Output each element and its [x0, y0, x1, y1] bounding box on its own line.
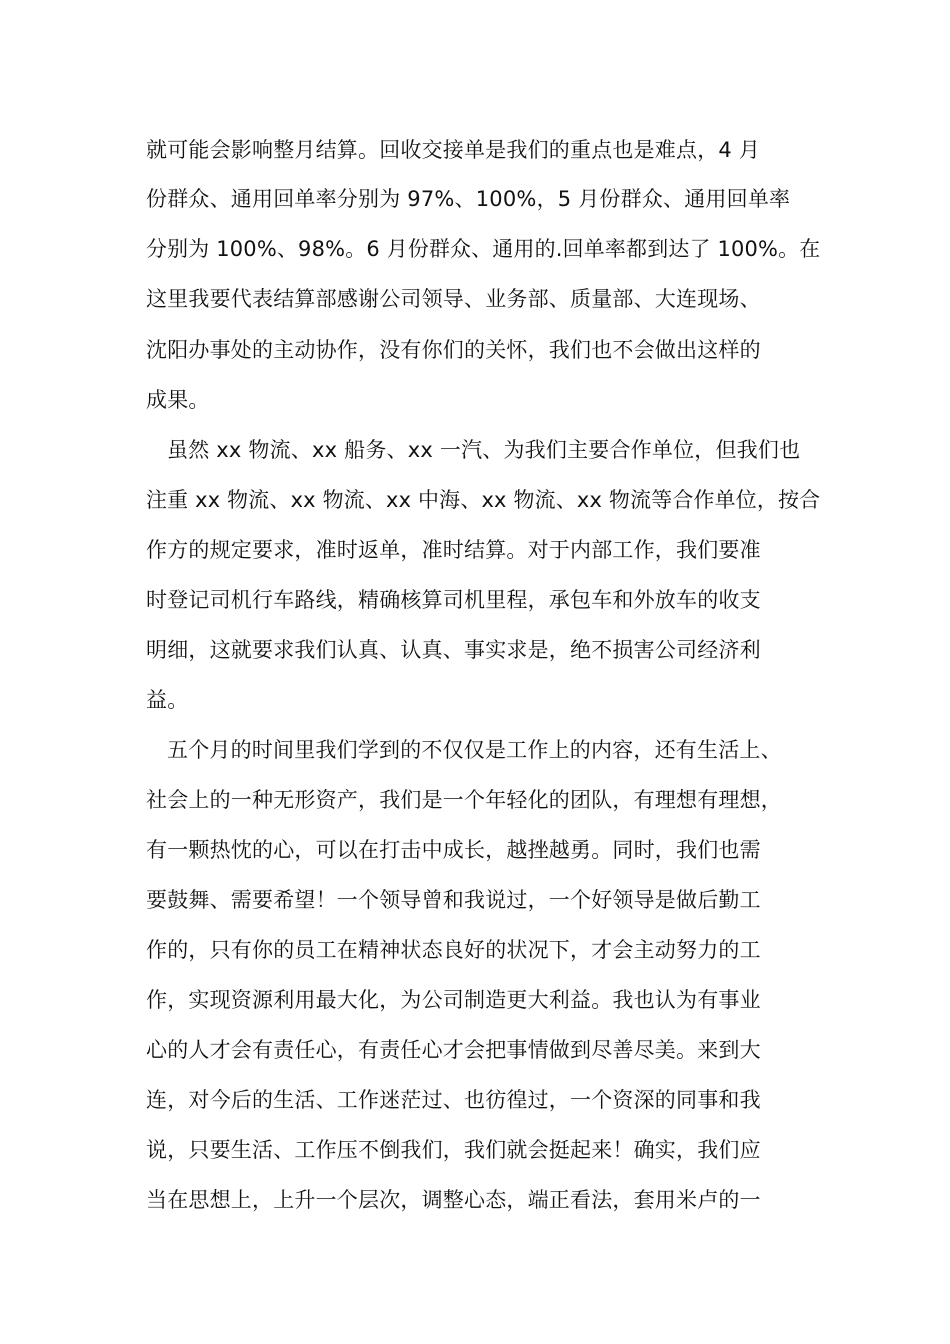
text-line: 份群众、通用回单率分别为 97%、100%，5 月份群众、通用回单率	[146, 187, 791, 211]
text-line: 成果。	[146, 388, 210, 412]
text-line: 五个月的时间里我们学到的不仅仅是工作上的内容，还有生活上、	[167, 738, 782, 762]
text-line: 当在思想上，上升一个层次，调整心态，端正看法，套用米卢的一	[146, 1188, 761, 1212]
text-line: 沈阳办事处的主动协作，没有你们的关怀，我们也不会做出这样的	[146, 338, 761, 362]
text-line: 就可能会影响整月结算。回收交接单是我们的重点也是难点，4 月	[146, 138, 761, 162]
text-line: 有一颗热忱的心，可以在打击中成长，越挫越勇。同时，我们也需	[146, 838, 761, 862]
text-line: 分别为 100%、98%。6 月份群众、通用的.回单率都到达了 100%。在	[146, 237, 821, 261]
text-line: 作方的规定要求，准时返单，准时结算。对于内部工作，我们要准	[146, 538, 761, 562]
text-line: 要鼓舞、需要希望！一个领导曾和我说过，一个好领导是做后勤工	[146, 888, 761, 912]
text-line: 作的，只有你的员工在精神状态良好的状况下，才会主动努力的工	[146, 938, 761, 962]
text-line: 明细，这就要求我们认真、认真、事实求是，绝不损害公司经济利	[146, 638, 761, 662]
text-line: 作，实现资源利用最大化，为公司制造更大利益。我也认为有事业	[146, 988, 761, 1012]
text-line: 注重 xx 物流、xx 物流、xx 中海、xx 物流、xx 物流等合作单位，按合	[146, 488, 821, 512]
text-line: 时登记司机行车路线，精确核算司机里程，承包车和外放车的收支	[146, 588, 761, 612]
text-line: 连，对今后的生活、工作迷茫过、也彷徨过，一个资深的同事和我	[146, 1088, 761, 1112]
text-line: 心的人才会有责任心，有责任心才会把事情做到尽善尽美。来到大	[146, 1038, 761, 1062]
text-line: 这里我要代表结算部感谢公司领导、业务部、质量部、大连现场、	[146, 287, 761, 311]
text-line: 社会上的一种无形资产，我们是一个年轻化的团队，有理想有理想，	[146, 788, 782, 812]
text-line: 益。	[146, 688, 189, 712]
text-line: 说，只要生活、工作压不倒我们，我们就会挺起来！确实，我们应	[146, 1138, 761, 1162]
text-line: 虽然 xx 物流、xx 船务、xx 一汽、为我们主要合作单位，但我们也	[167, 438, 801, 462]
